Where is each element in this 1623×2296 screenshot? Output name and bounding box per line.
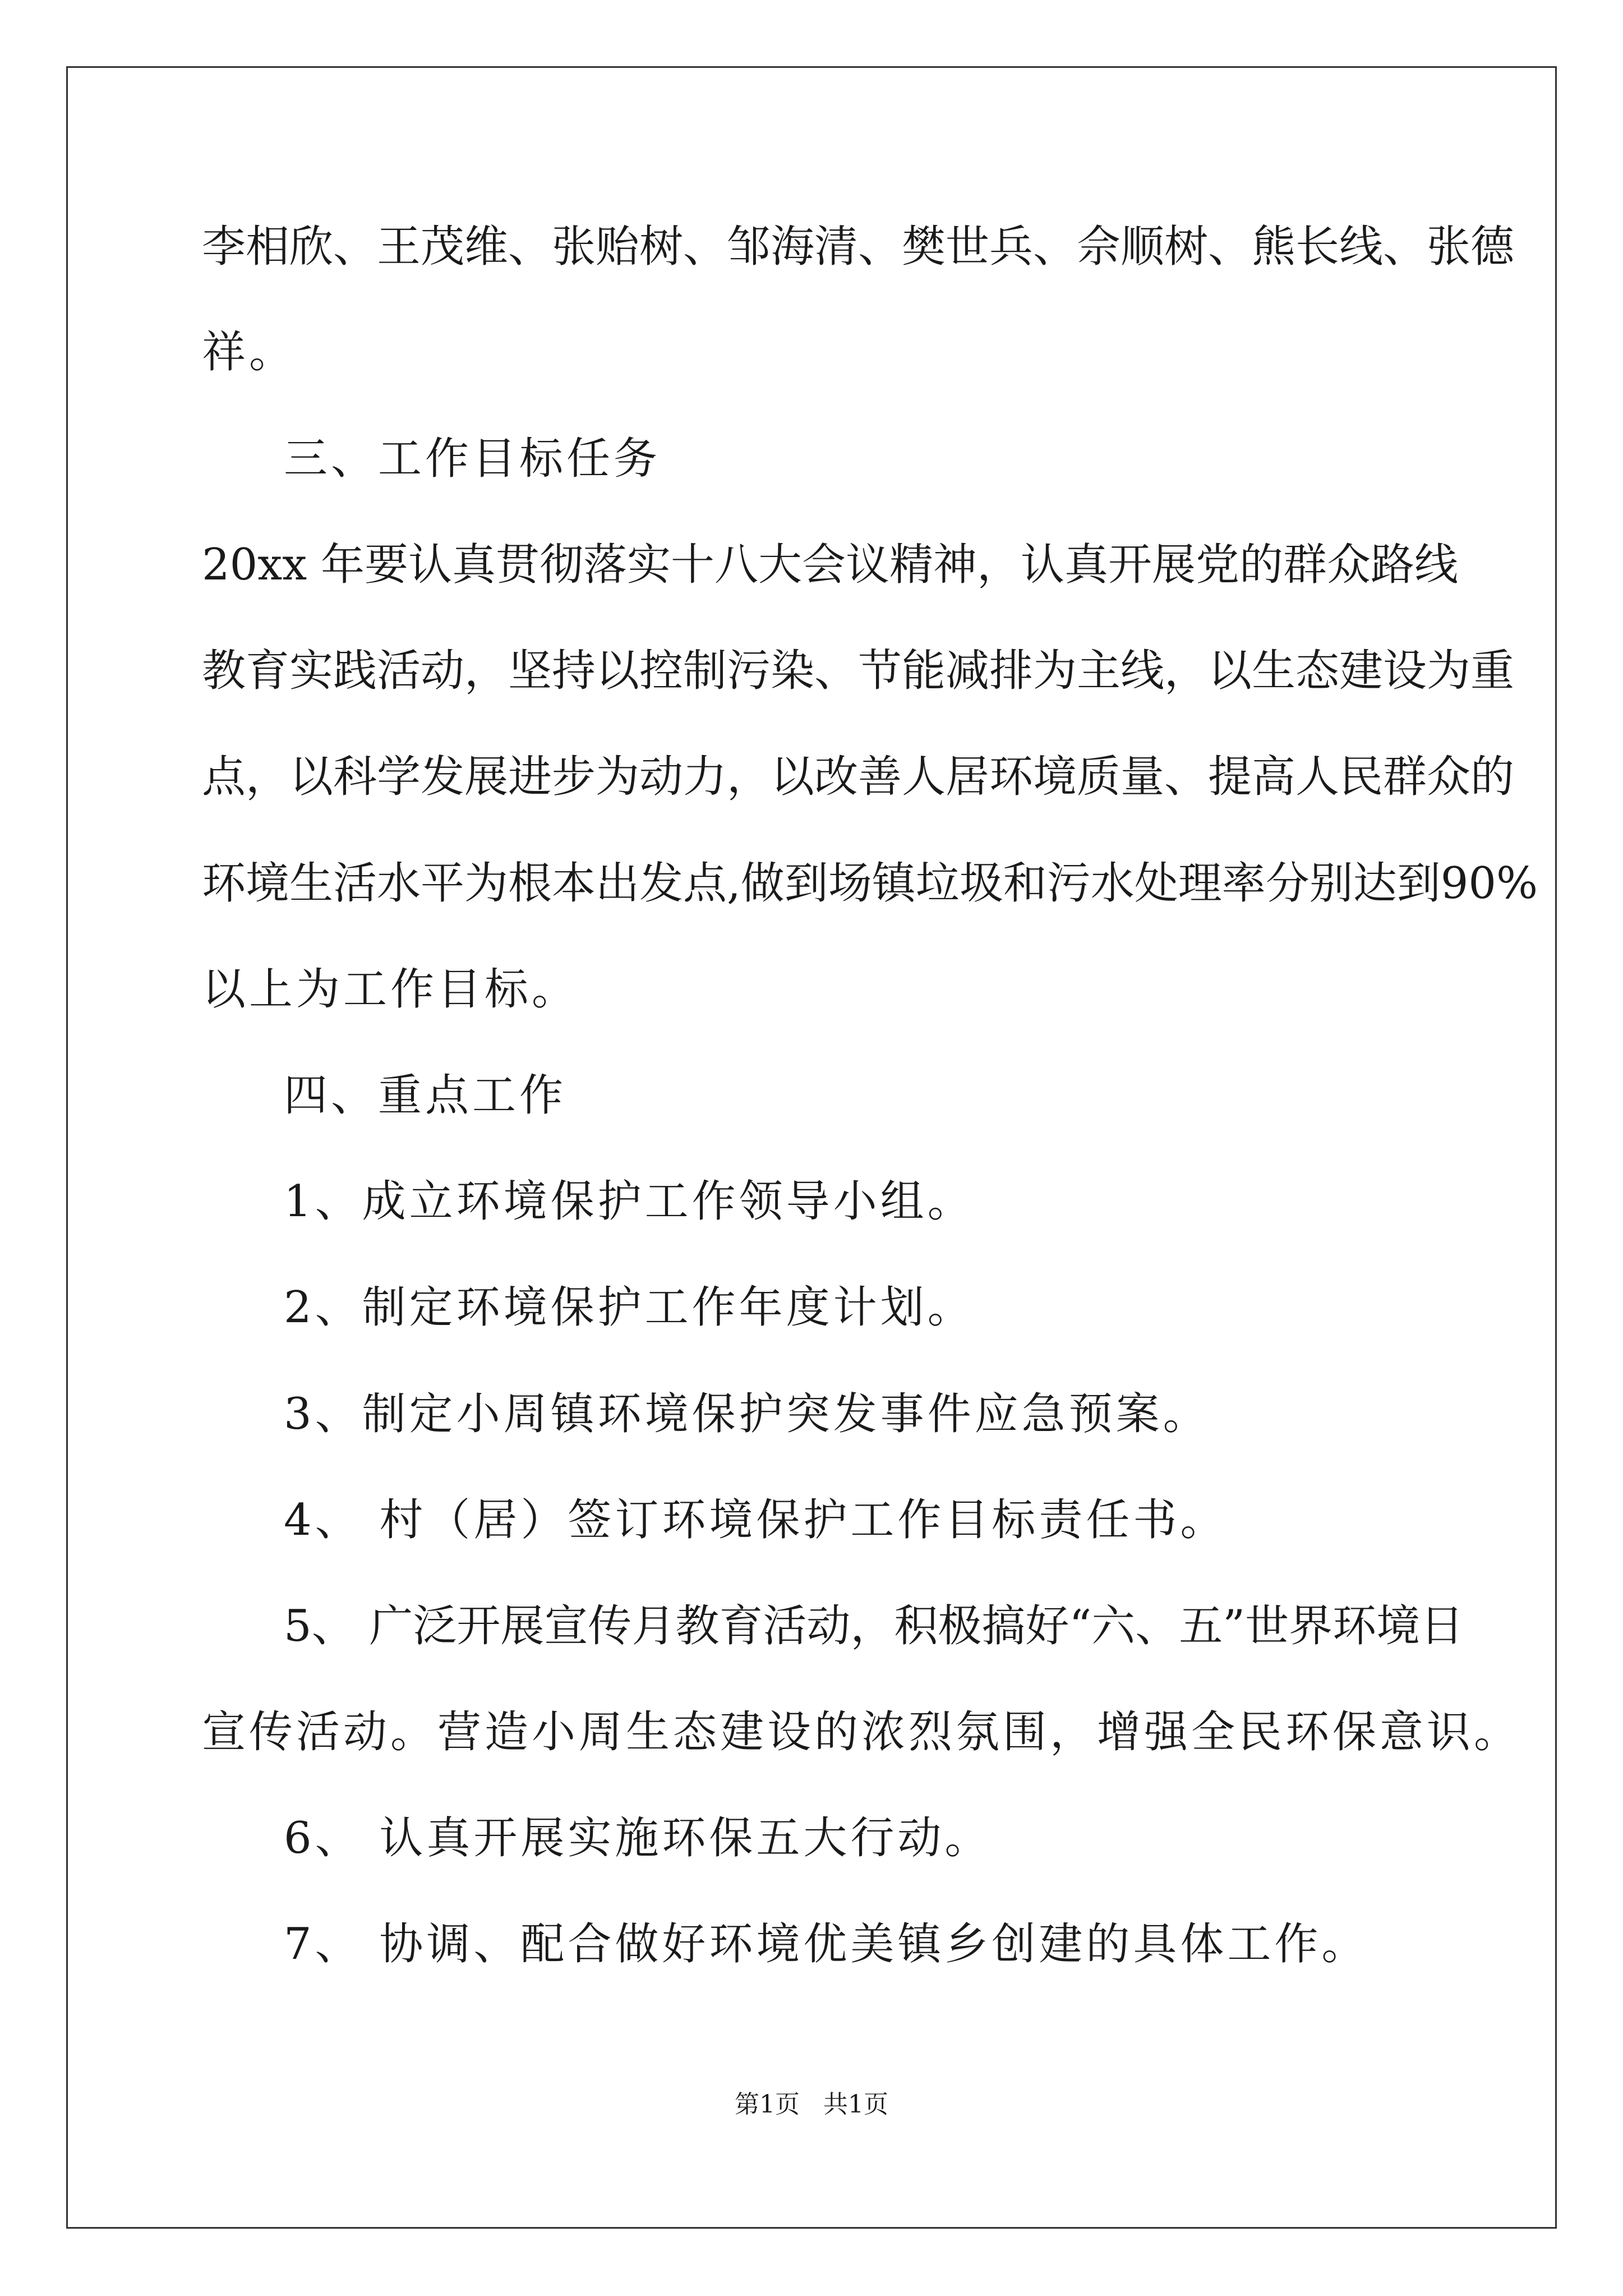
list-item-1: 1、成立环境保护工作领导小组。 xyxy=(284,1176,975,1227)
text-line-6: 点，以科学发展进步为动力，以改善人居环境质量、提高人民群众的 xyxy=(202,752,1515,802)
list-item-6: 6、 认真开展实施环保五大行动。 xyxy=(284,1813,992,1864)
list-item-7: 7、 协调、配合做好环境优美镇乡创建的具体工作。 xyxy=(284,1919,1369,1970)
page-number: 第1页 xyxy=(735,2090,800,2119)
page-total: 共1页 xyxy=(823,2090,888,2119)
text-line-1: 李相欣、王茂维、张贻树、邹海清、樊世兵、佘顺树、熊长线、张德 xyxy=(202,222,1515,272)
page-border xyxy=(66,66,1557,2229)
list-item-2: 2、制定环境保护工作年度计划。 xyxy=(284,1282,975,1333)
text-line-7: 环境生活水平为根本出发点,做到场镇垃圾和污水处理率分别达到90% xyxy=(202,858,1538,909)
list-item-4: 4、 村（居）签订环境保护工作目标责任书。 xyxy=(284,1495,1228,1545)
section-heading-4: 四、重点工作 xyxy=(284,1070,567,1121)
list-item-3: 3、制定小周镇环境保护突发事件应急预案。 xyxy=(284,1389,1210,1439)
list-item-5: 5、 广泛开展宣传月教育活动，积极搞好“六、五”世界环境日 xyxy=(284,1601,1464,1651)
text-line-2: 祥。 xyxy=(202,327,297,378)
text-line-8: 以上为工作目标。 xyxy=(202,964,579,1015)
section-heading-3: 三、工作目标任务 xyxy=(284,434,661,484)
list-item-5-continued: 宣传活动。营造小周生态建设的浓烈氛围，增强全民环保意识。 xyxy=(202,1707,1521,1757)
text-line-4: 20xx 年要认真贯彻落实十八大会议精神，认真开展党的群众路线 xyxy=(202,540,1459,590)
text-line-5: 教育实践活动，坚持以控制污染、节能减排为主线，以生态建设为重 xyxy=(202,646,1515,696)
page-footer xyxy=(0,2088,1623,2122)
